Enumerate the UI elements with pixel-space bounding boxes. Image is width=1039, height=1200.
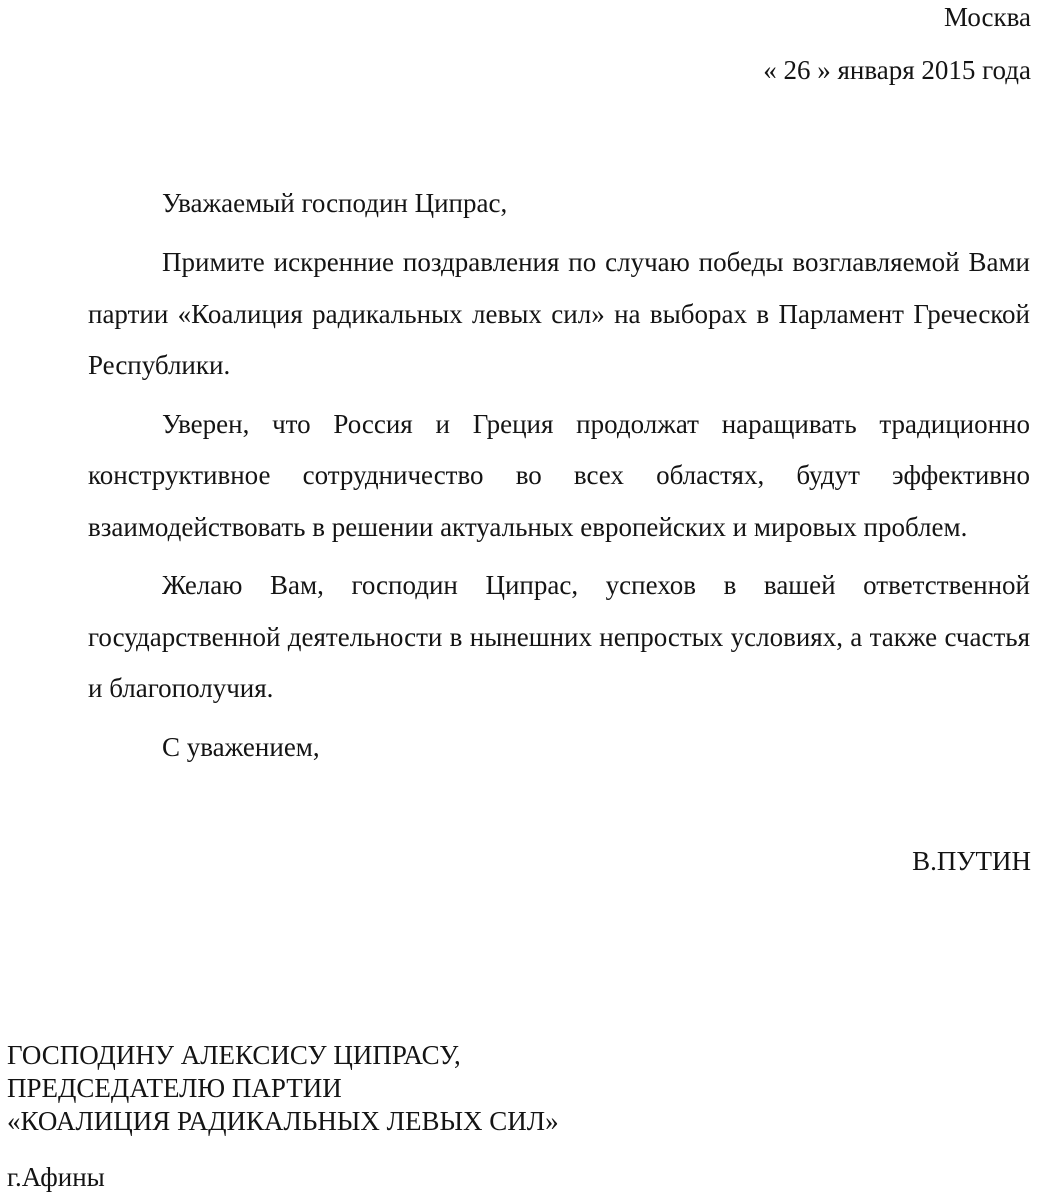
letter-body bbox=[88, 237, 1030, 773]
recipient-line: ГОСПОДИНУ АЛЕКСИСУ ЦИПРАСУ, bbox=[7, 1040, 461, 1070]
letter-city: Москва bbox=[944, 2, 1031, 32]
signature: В.ПУТИН bbox=[912, 846, 1031, 876]
recipient-address bbox=[7, 1039, 559, 1138]
recipient-line: ПРЕДСЕДАТЕЛЮ ПАРТИИ bbox=[7, 1073, 342, 1103]
body-paragraph: Примите искренние поздравления по случаю победы возглавляемой Вами партии «Коалиция радикальных левых сил» на выборах в Парламент Греческой Республики. bbox=[88, 247, 1030, 380]
letter-greeting: Уважаемый господин Ципрас, bbox=[162, 188, 508, 218]
recipient-line: «КОАЛИЦИЯ РАДИКАЛЬНЫХ ЛЕВЫХ СИЛ» bbox=[7, 1106, 559, 1136]
letter-closing: С уважением, bbox=[162, 731, 320, 762]
letter-date: « 26 » января 2015 года bbox=[763, 55, 1031, 85]
body-paragraph: Уверен, что Россия и Греция продолжат наращивать традиционно конструктивное сотрудничество во всех областях, будут эффективно взаимодействовать в решении актуальных европейских и мировых проблем. bbox=[88, 408, 1030, 542]
recipient-city: г.Афины bbox=[7, 1162, 105, 1192]
body-paragraph: Желаю Вам, господин Ципрас, успехов в вашей ответственной государственной деятельности в нынешних непростых условиях, а также счастья и благополучия. bbox=[88, 570, 1030, 703]
